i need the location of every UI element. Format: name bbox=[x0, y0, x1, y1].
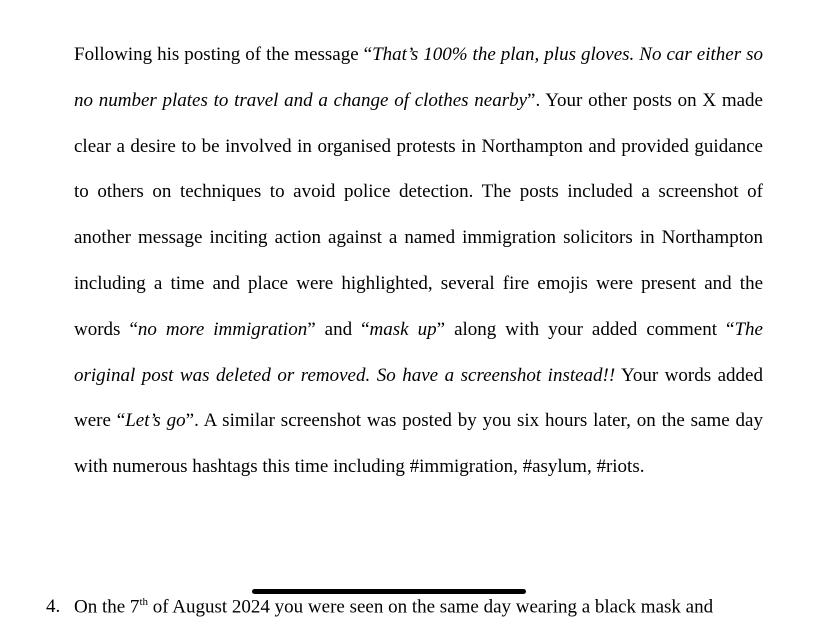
paragraph-text-4: ” along with your added comment “ bbox=[436, 318, 735, 340]
document-page bbox=[74, 32, 763, 490]
ordinal-superscript: th bbox=[139, 596, 148, 608]
next-paragraph-text-b: of August 2024 you were seen on the same day wearing a black mask and bbox=[148, 596, 714, 618]
quoted-phrase-no-more-immigration: no more immigration bbox=[137, 318, 308, 340]
quoted-message: That’s 100% the plan, plus gloves. No car either so no number plates to travel and a change of clothes nearby bbox=[74, 44, 763, 111]
next-paragraph-text-a: On the 7 bbox=[74, 596, 140, 618]
quoted-phrase-mask-up: mask up bbox=[369, 318, 437, 340]
paragraph-text-1: Following his posting of the message “ bbox=[74, 44, 373, 65]
paragraph-text-6: ”. A similar screenshot was posted by you six hours later, on the same day with numerous hashtags this time including #immigration, #asylum, #riots. bbox=[74, 410, 763, 478]
home-indicator-bar[interactable] bbox=[252, 589, 526, 594]
quoted-phrase-lets-go: Let’s go bbox=[125, 410, 186, 432]
paragraph-text-2: ”. Your other posts on X made clear a desire to be involved in organised protests in Northampton and provided guidance to others on techniques to avoid police detection. The posts included a screenshot of another message inciting action against a named immigration solicitors in Northampton including a time and place were highlighted, several fire emojis were present and the words “ bbox=[74, 89, 763, 340]
paragraph-text-5: Your words added were “ bbox=[74, 364, 763, 432]
paragraph-text-3: ” and “ bbox=[307, 318, 370, 340]
paragraph-number: 4. bbox=[46, 596, 61, 618]
body-paragraph bbox=[74, 32, 763, 490]
quoted-comment: The original post was deleted or removed. So have a screenshot instead!! bbox=[74, 318, 763, 386]
